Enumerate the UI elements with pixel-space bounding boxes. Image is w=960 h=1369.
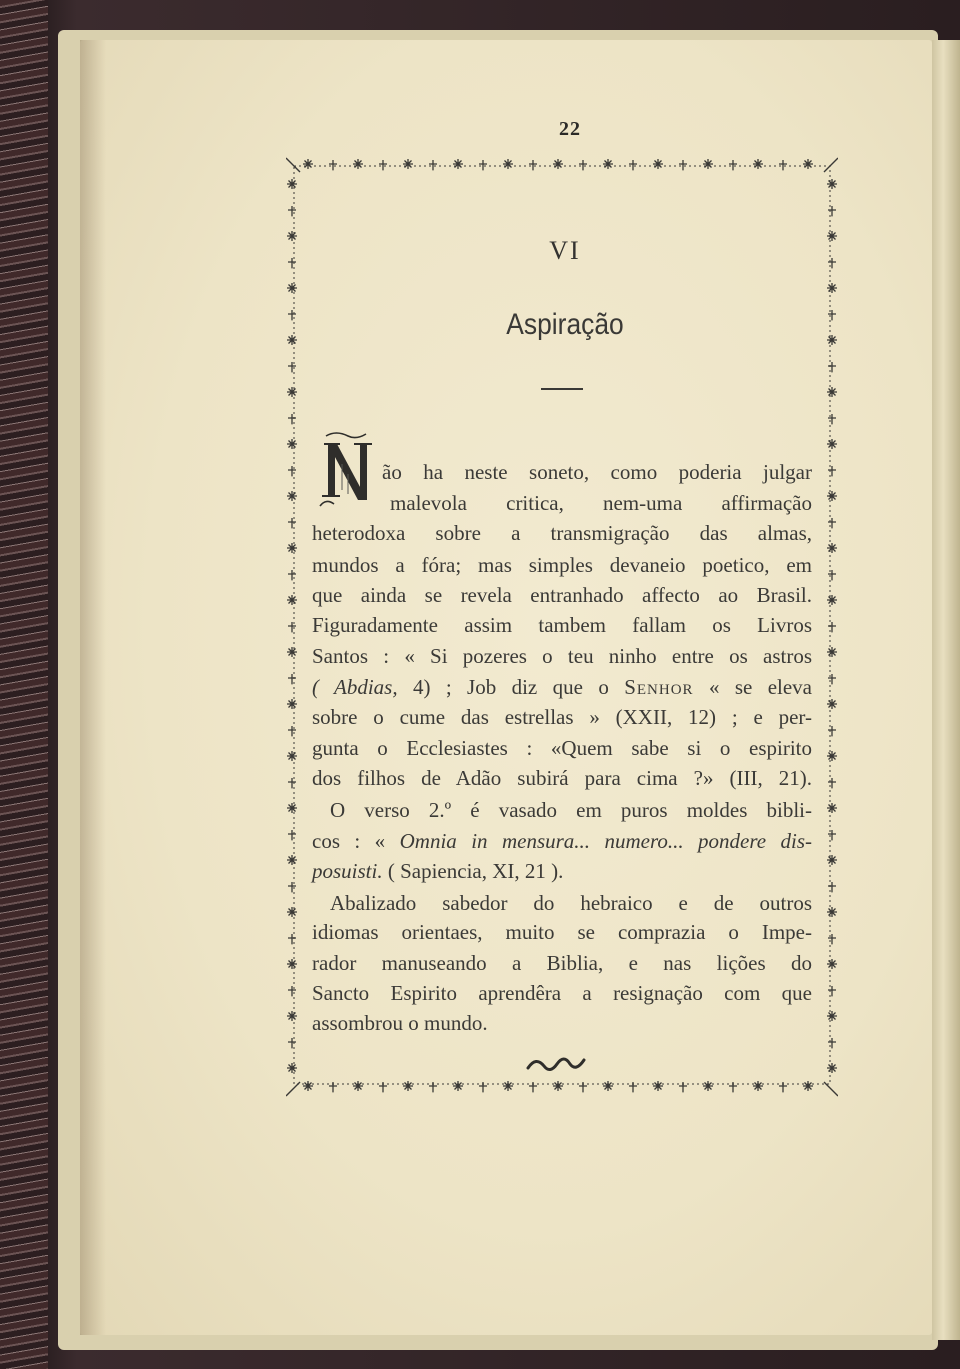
- text-line-6: Figuradamente assim tambem fallam os Livros: [312, 613, 812, 637]
- text-line-17: rador manuseando a Biblia, e nas lições do: [312, 951, 812, 975]
- page-gutter-shadow: [80, 40, 106, 1335]
- text-line-5: que ainda se revela entranhado affecto ao Brasil.: [312, 583, 812, 607]
- text-line-19: assombrou o mundo.: [312, 1011, 488, 1035]
- latin-quote: Omnia in mensura... numero... pondere dis-: [399, 829, 813, 853]
- chapter-title: Aspiração: [506, 308, 624, 341]
- text-line-8-part: 4) ; Job diz que o: [397, 675, 625, 699]
- end-ornament: [524, 1052, 590, 1074]
- text-line-3: heterodoxa sobre a transmigração das almas,: [312, 521, 812, 545]
- drop-cap-n: [314, 430, 382, 510]
- text-line-8: [312, 672, 812, 702]
- page-number: 22: [559, 118, 581, 140]
- text-line-2: malevola critica, nem-uma affirmação: [390, 491, 812, 515]
- text-line-1: ão ha neste soneto, como poderia julgar: [382, 460, 812, 484]
- text-line-11: dos filhos de Adão subirá para cima ?» (III, 21).: [312, 766, 812, 790]
- text-line-10: gunta o Ecclesiastes : «Quem sabe si o espirito: [312, 736, 812, 760]
- text-line-14-rest: ( Sapiencia, XI, 21 ).: [382, 859, 564, 883]
- text-line-16: idiomas orientaes, muito se comprazia o Impe-: [312, 920, 812, 944]
- text-line-14: [312, 856, 812, 886]
- chapter-number: VI: [549, 236, 581, 265]
- text-line-13-start: cos : «: [312, 829, 400, 853]
- text-line-15: Abalizado sabedor do hebraico e de outros: [330, 891, 812, 915]
- latin-quote-end: posuisti.: [312, 859, 383, 883]
- text-line-9: sobre o cume das estrellas » (XXII, 12) ; e per-: [312, 705, 812, 729]
- text-line-4: mundos a fóra; mas simples devaneio poetico, em: [312, 553, 812, 577]
- text-line-12: O verso 2.º é vasado em puros moldes bibli-: [330, 798, 812, 822]
- next-page-edge: [932, 40, 960, 1340]
- text-line-18: Sancto Espirito aprendêra a resignação com que: [312, 981, 812, 1005]
- title-rule: [541, 388, 583, 390]
- drop-cap-svg: [314, 430, 382, 510]
- book-cover-edge: [0, 0, 48, 1369]
- citation-abdias: ( Abdias,: [312, 675, 398, 699]
- text-line-8-end: « se eleva: [693, 675, 812, 699]
- text-line-13: [312, 826, 812, 856]
- small-caps-senhor: Senhor: [624, 675, 694, 699]
- text-line-7: Santos : « Si pozeres o teu ninho entre os astros: [312, 644, 812, 668]
